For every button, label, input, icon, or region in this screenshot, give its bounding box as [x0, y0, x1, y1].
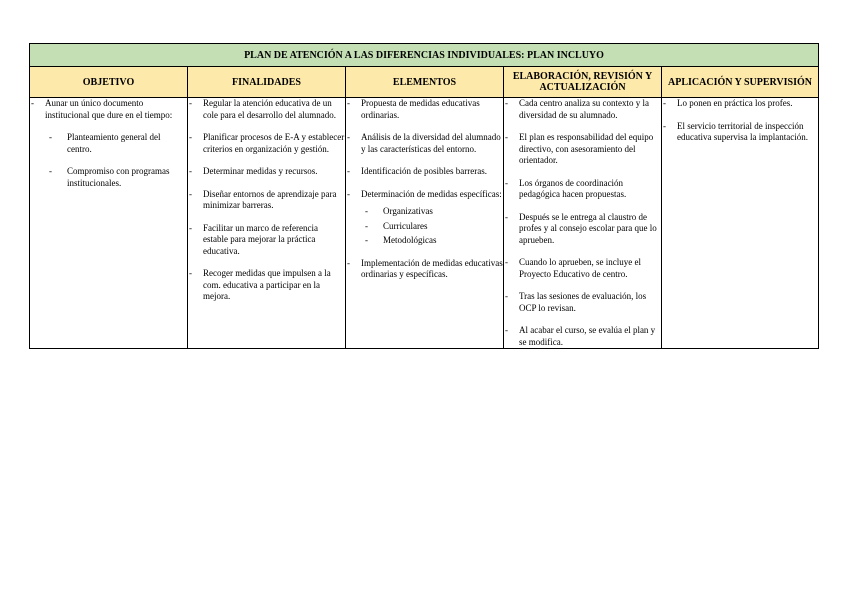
plan-table: [29, 43, 819, 349]
header-aplicacion: APLICACIÓN Y SUPERVISIÓN: [662, 67, 819, 98]
list-item: - Regular la atención educativa de un cole para el desarrollo del alumnado.: [188, 98, 345, 121]
cell-finalidades: [188, 98, 346, 349]
header-objetivo: OBJETIVO: [30, 67, 188, 98]
list-item: - Facilitar un marco de referencia estable para mejorar la práctica educativa.: [188, 223, 345, 258]
list-item: - Cada centro analiza su contexto y la diversidad de su alumnado.: [504, 98, 661, 121]
list-item: - Planteamiento general del centro.: [45, 132, 187, 155]
list-item: - Implementación de medidas educativas ordinarias y específicas.: [346, 258, 503, 281]
header-elaboracion: ELABORACIÓN, REVISIÓN Y ACTUALIZACIÓN: [504, 67, 662, 98]
list-item: [346, 189, 503, 247]
list-item: - Organizativas: [361, 206, 503, 218]
list-item: - El plan es responsabilidad del equipo directivo, con asesoramiento del orientador.: [504, 132, 661, 167]
list-item: - Después se le entrega al claustro de profes y al consejo escolar para que lo aprueben.: [504, 212, 661, 247]
objetivo-main: Aunar un único documento institucional que dure en el tiempo:: [45, 98, 173, 120]
list-item: - Planificar procesos de E-A y establecer criterios en organización y gestión.: [188, 132, 345, 155]
list-item: - Identificación de posibles barreras.: [346, 166, 503, 178]
list-item: - Análisis de la diversidad del alumnado y las características del entorno.: [346, 132, 503, 155]
list-item: - Determinar medidas y recursos.: [188, 166, 345, 178]
cell-elaboracion: [504, 98, 662, 349]
list-item: - Cuando lo aprueben, se incluye el Proyecto Educativo de centro.: [504, 257, 661, 280]
cell-aplicacion: [662, 98, 819, 349]
list-item: - Propuesta de medidas educativas ordinarias.: [346, 98, 503, 121]
header-elementos: ELEMENTOS: [346, 67, 504, 98]
list-item: - Diseñar entornos de aprendizaje para minimizar barreras.: [188, 189, 345, 212]
list-item: - Al acabar el curso, se evalúa el plan y se modifica.: [504, 325, 661, 348]
list-item: - El servicio territorial de inspección educativa supervisa la implantación.: [662, 121, 818, 144]
list-item: - Compromiso con programas institucionales.: [45, 166, 187, 189]
list-item: [30, 98, 187, 189]
table-title: PLAN DE ATENCIÓN A LAS DIFERENCIAS INDIVIDUALES: PLAN INCLUYO: [30, 44, 819, 67]
list-item: - Recoger medidas que impulsen a la com. educativa a participar en la mejora.: [188, 268, 345, 303]
list-item: - Los órganos de coordinación pedagógica hacen propuestas.: [504, 178, 661, 201]
list-item: - Tras las sesiones de evaluación, los OCP lo revisan.: [504, 291, 661, 314]
list-item: - Lo ponen en práctica los profes.: [662, 98, 818, 110]
header-finalidades: FINALIDADES: [188, 67, 346, 98]
cell-elementos: [346, 98, 504, 349]
list-item: - Curriculares: [361, 221, 503, 233]
cell-objetivo: [30, 98, 188, 349]
elementos-especificas: Determinación de medidas específicas:: [361, 188, 502, 199]
list-item: - Metodológicas: [361, 235, 503, 247]
